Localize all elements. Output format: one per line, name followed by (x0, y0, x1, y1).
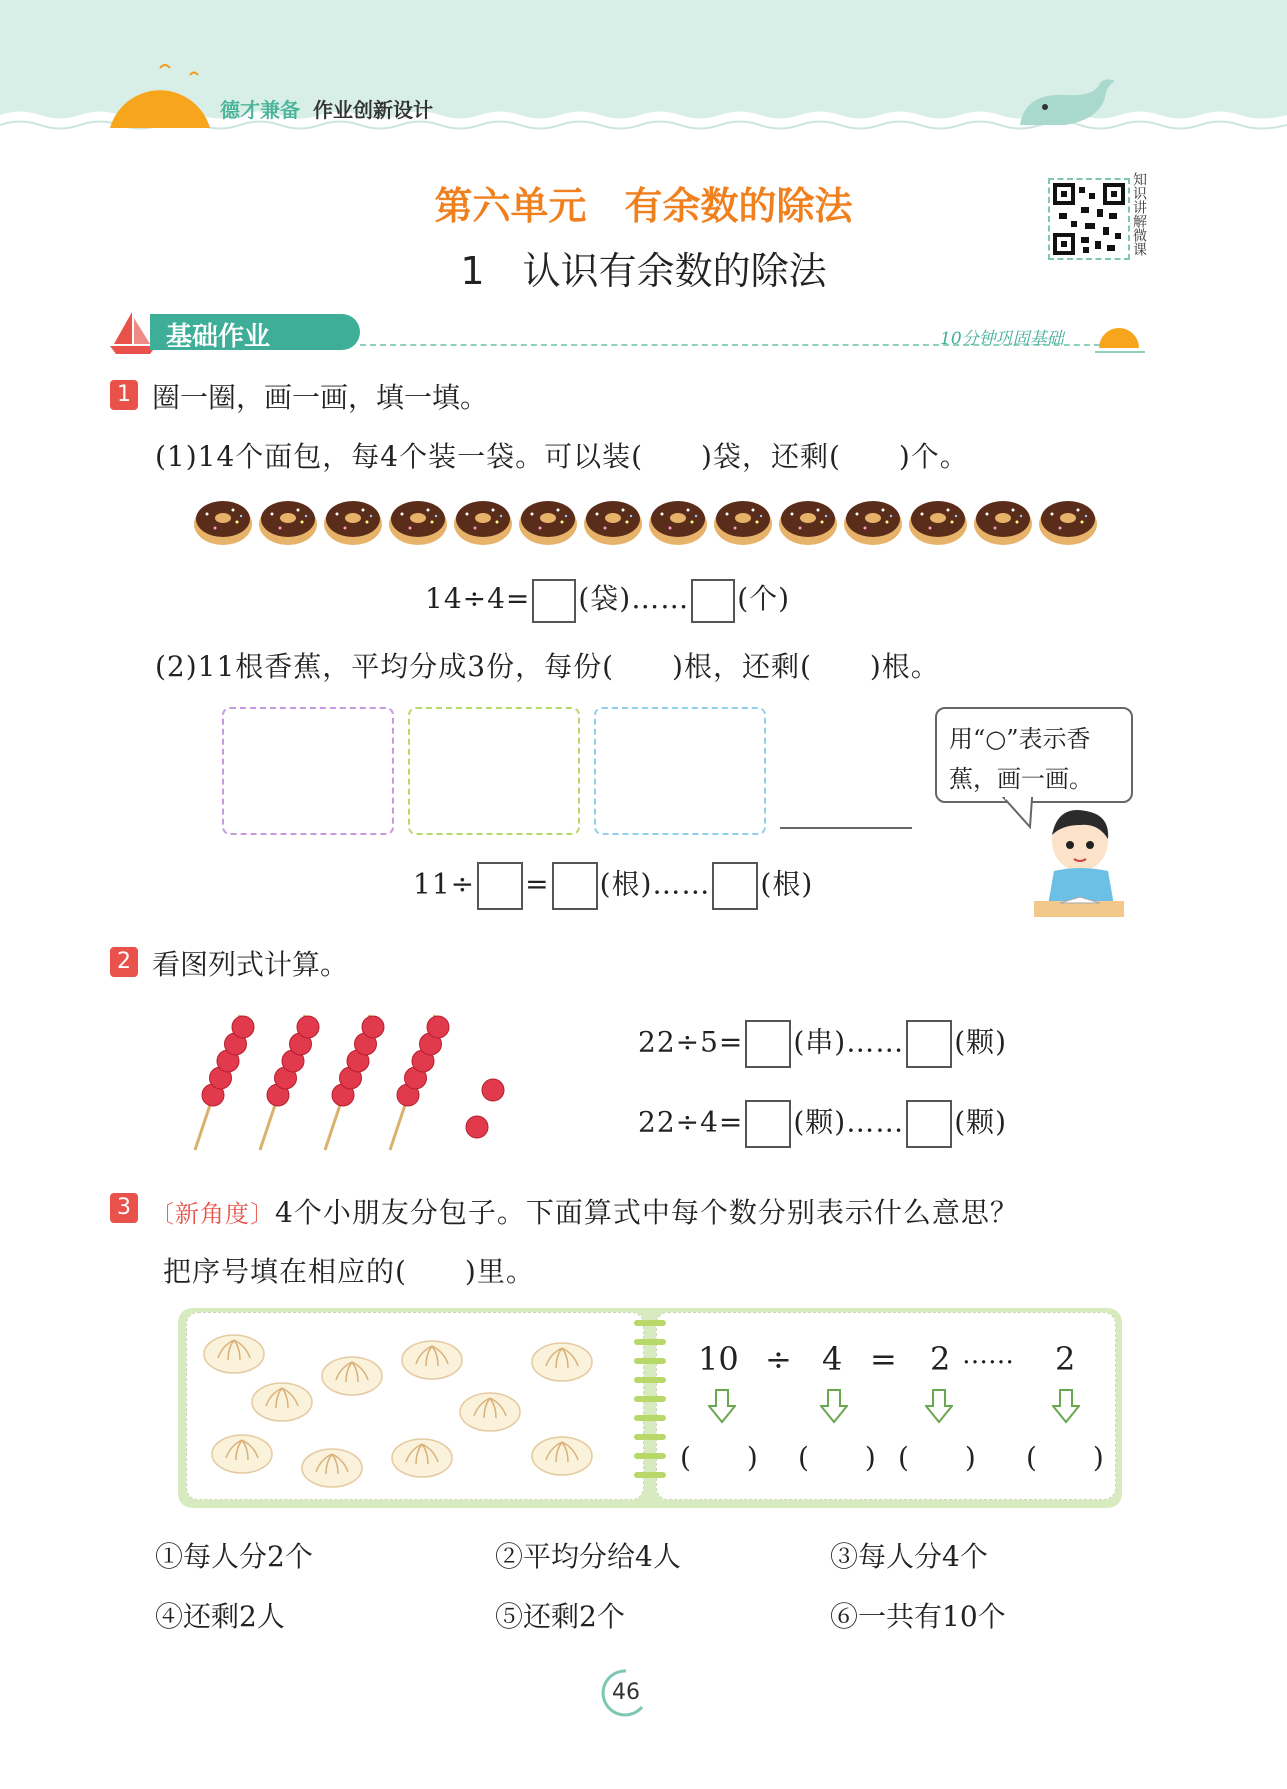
q1-number: 1 (110, 380, 138, 410)
bun-group (190, 1318, 640, 1498)
unit-title: 第六单元 有余数的除法 (434, 184, 853, 228)
option-5: ⑤还剩2个 (495, 1600, 625, 1633)
sun-icon (105, 60, 215, 130)
q1-part1-text: (1)14个面包，每4个装一袋。可以装( )袋，还剩( )个。 (155, 440, 969, 473)
answer-box[interactable] (712, 862, 758, 910)
eq-unit: (颗)…… (793, 1105, 905, 1139)
draw-box-3[interactable] (594, 707, 766, 835)
donut-icon (453, 494, 513, 546)
q2-equation-2 (638, 1100, 1007, 1148)
q3-formula (680, 1340, 1110, 1480)
down-arrow-icon (925, 1388, 953, 1424)
donut-icon (778, 494, 838, 546)
q3-tag: 〔新角度〕 (150, 1200, 275, 1228)
section-time-note: 10分钟巩固基础 (940, 329, 1064, 349)
bun-icon (458, 1386, 522, 1432)
option-6: ⑥一共有10个 (830, 1600, 1006, 1633)
q1-part2-equation (413, 862, 813, 910)
hint-line-1: 用“○”表示香 (949, 725, 1091, 753)
bun-icon (210, 1428, 274, 1474)
formula-op2: = (870, 1340, 897, 1378)
donut-icon (648, 494, 708, 546)
bun-icon (530, 1336, 594, 1382)
answer-box[interactable] (906, 1100, 952, 1148)
donut-icon (973, 494, 1033, 546)
answer-blank[interactable]: ( ) (798, 1441, 876, 1474)
bun-icon (300, 1442, 364, 1488)
down-arrow-icon (820, 1388, 848, 1424)
draw-box-2[interactable] (408, 707, 580, 835)
bun-icon (320, 1350, 384, 1396)
option-4: ④还剩2人 (155, 1600, 285, 1633)
hint-line-2: 蕉，画一画。 (949, 765, 1093, 793)
option-1: ①每人分2个 (155, 1540, 313, 1573)
eq-unit: (个) (737, 582, 791, 615)
eq-unit: (颗) (954, 1025, 1008, 1059)
donut-icon (518, 494, 578, 546)
q3-title: 4个小朋友分包子。下面算式中每个数分别表示什么意思？ (275, 1196, 1019, 1229)
answer-box[interactable] (745, 1020, 791, 1068)
donut-icon (908, 494, 968, 546)
lesson-title: 1 认识有余数的除法 (460, 249, 827, 293)
q2-equation-1 (638, 1020, 1007, 1068)
page-number: 46 (612, 1680, 640, 1705)
answer-box[interactable] (745, 1100, 791, 1148)
answer-box[interactable] (906, 1020, 952, 1068)
donut-icon (323, 494, 383, 546)
option-3: ③每人分4个 (830, 1540, 988, 1573)
q3-title-line (150, 1191, 1019, 1231)
hint-bubble (935, 707, 1133, 803)
donut-icon (388, 494, 448, 546)
answer-blank[interactable]: ( ) (680, 1441, 758, 1474)
answer-box[interactable] (691, 579, 735, 623)
eq-unit: (根)…… (599, 867, 711, 901)
qr-code-icon (1053, 183, 1125, 255)
section-banner (110, 310, 1150, 356)
eq-lead: 22÷4= (638, 1105, 744, 1139)
answer-blank[interactable]: ( ) (898, 1441, 976, 1474)
q1-part2-text: (2)11根香蕉，平均分成3份，每份( )根，还剩( )根。 (155, 650, 940, 683)
q1-title: 圈一圈，画一画，填一填。 (152, 381, 489, 414)
bun-icon (390, 1432, 454, 1478)
eq-equals: = (525, 867, 550, 901)
eq-unit: (串)…… (793, 1025, 905, 1059)
down-arrow-icon (1052, 1388, 1080, 1424)
bun-icon (530, 1430, 594, 1476)
formula-dots: …… (962, 1340, 1014, 1370)
donut-row (193, 494, 1113, 550)
donut-icon (713, 494, 773, 546)
qr-label: 知识讲解微课 (1131, 172, 1147, 256)
formula-n1: 10 (698, 1340, 739, 1378)
eq-lead: 14÷4= (425, 582, 531, 615)
answer-box[interactable] (532, 579, 576, 623)
q1-part1-equation (425, 577, 790, 623)
donut-icon (1038, 494, 1098, 546)
tanghulu-illustration (185, 1005, 515, 1155)
eq-unit: (颗) (954, 1105, 1008, 1139)
brand-text: 德才兼备 (220, 98, 300, 122)
down-arrow-icon (708, 1388, 736, 1424)
formula-op1: ÷ (765, 1340, 792, 1378)
formula-n3: 2 (930, 1340, 951, 1378)
eq-unit: (袋)…… (578, 582, 690, 615)
bun-icon (202, 1328, 266, 1374)
donut-icon (193, 494, 253, 546)
eq-lead: 22÷5= (638, 1025, 744, 1059)
boy-illustration (1028, 805, 1128, 920)
answer-box[interactable] (552, 862, 598, 910)
section-label: 基础作业 (166, 322, 271, 352)
whale-icon (1010, 75, 1120, 135)
page-header (0, 0, 1287, 140)
q2-title: 看图列式计算。 (152, 948, 349, 981)
q3-number: 3 (110, 1193, 138, 1223)
q3-title-2: 把序号填在相应的( )里。 (163, 1255, 535, 1288)
formula-n4: 2 (1055, 1340, 1076, 1378)
q2-number: 2 (110, 947, 138, 977)
bun-icon (250, 1376, 314, 1422)
option-2: ②平均分给4人 (495, 1540, 681, 1573)
qr-code[interactable] (1048, 178, 1130, 260)
donut-icon (843, 494, 903, 546)
donut-icon (583, 494, 643, 546)
answer-blank[interactable]: ( ) (1026, 1441, 1104, 1474)
formula-n2: 4 (822, 1340, 843, 1378)
answer-box[interactable] (477, 862, 523, 910)
eq-unit: (根) (760, 867, 814, 901)
remainder-line[interactable] (780, 827, 912, 829)
bun-icon (400, 1334, 464, 1380)
donut-icon (258, 494, 318, 546)
series-text: 作业创新设计 (312, 98, 433, 122)
eq-lead: 11÷ (413, 867, 476, 901)
sun-small-icon (1095, 322, 1145, 356)
draw-box-1[interactable] (222, 707, 394, 835)
